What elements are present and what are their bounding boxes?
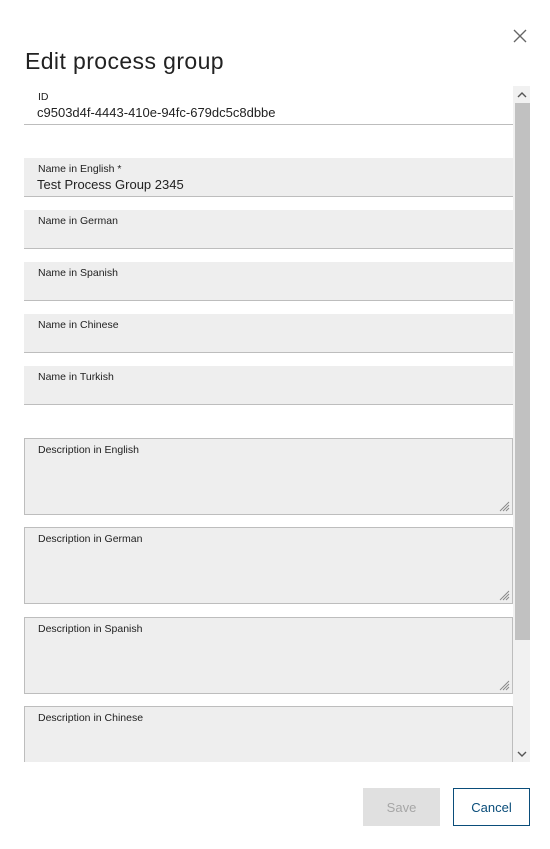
- name-spanish-field[interactable]: [24, 262, 513, 301]
- id-label: ID: [38, 91, 49, 103]
- name-chinese-field[interactable]: [24, 314, 513, 353]
- description-english-label: Description in English: [38, 444, 139, 456]
- name-german-field[interactable]: [24, 210, 513, 249]
- name-english-field[interactable]: [24, 158, 513, 197]
- cancel-button[interactable]: Cancel: [453, 788, 530, 826]
- chevron-up-icon[interactable]: [513, 86, 530, 103]
- id-field: [24, 86, 513, 125]
- resize-grip-icon[interactable]: [498, 589, 510, 601]
- description-german-field[interactable]: [24, 527, 513, 604]
- vertical-scrollbar[interactable]: [513, 86, 530, 762]
- name-german-label: Name in German: [38, 215, 118, 227]
- name-turkish-field[interactable]: [24, 366, 513, 405]
- name-spanish-label: Name in Spanish: [38, 267, 118, 279]
- resize-grip-icon[interactable]: [498, 500, 510, 512]
- description-spanish-label: Description in Spanish: [38, 623, 143, 635]
- resize-grip-icon[interactable]: [498, 679, 510, 691]
- scrollbar-thumb[interactable]: [515, 103, 530, 640]
- description-chinese-field[interactable]: [24, 706, 513, 762]
- name-english-value[interactable]: Test Process Group 2345: [37, 177, 184, 192]
- id-value: c9503d4f-4443-410e-94fc-679dc5c8dbbe: [37, 105, 276, 120]
- chevron-down-icon[interactable]: [513, 745, 530, 762]
- dialog-title: Edit process group: [25, 48, 224, 74]
- name-chinese-label: Name in Chinese: [38, 319, 119, 331]
- save-button[interactable]: Save: [363, 788, 440, 826]
- description-chinese-label: Description in Chinese: [38, 712, 144, 724]
- description-spanish-field[interactable]: [24, 617, 513, 694]
- description-english-field[interactable]: [24, 438, 513, 515]
- name-english-label: Name in English *: [38, 163, 122, 175]
- description-german-label: Description in German: [38, 533, 143, 545]
- form-scroll-area: [24, 86, 513, 762]
- close-icon[interactable]: [511, 27, 529, 45]
- name-turkish-label: Name in Turkish: [38, 371, 114, 383]
